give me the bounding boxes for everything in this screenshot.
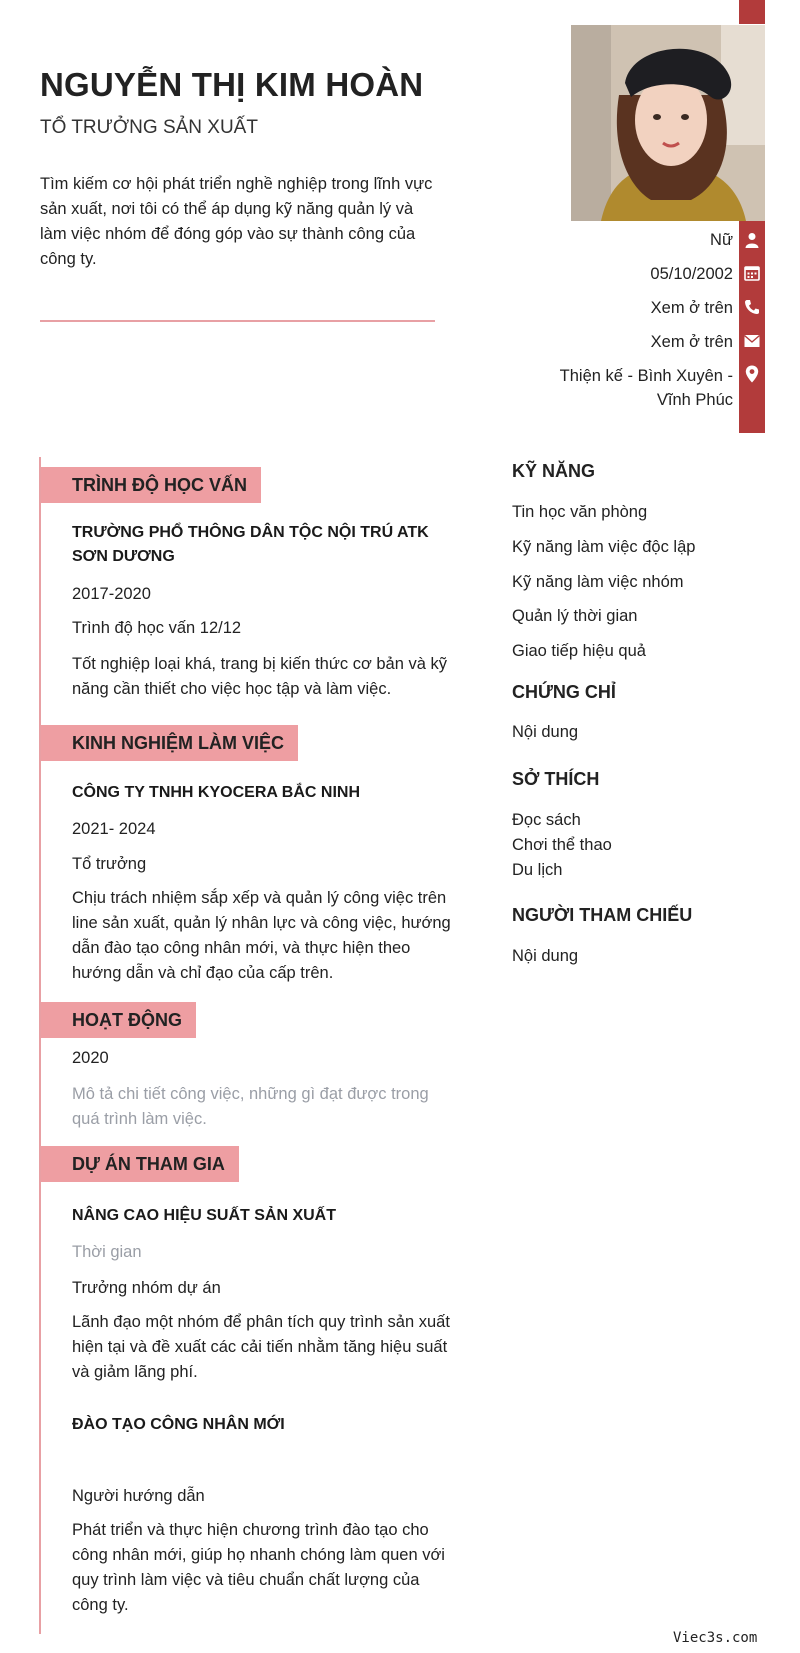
- education-description: Tốt nghiệp loại khá, trang bị kiến thức cơ bản và kỹ năng cần thiết cho việc học tập và làm việc.: [72, 655, 447, 698]
- project-role: Người hướng dẫn: [72, 1487, 205, 1505]
- accent-strip-contact: [739, 221, 765, 433]
- skills-heading: KỸ NĂNG: [512, 461, 596, 481]
- project-name: ĐÀO TẠO CÔNG NHÂN MỚI: [72, 1416, 285, 1433]
- location-icon: [743, 365, 761, 383]
- hobby-item: Đọc sách: [512, 811, 581, 829]
- skill-item: Quản lý thời gian: [512, 607, 638, 625]
- candidate-name: NGUYỄN THỊ KIM HOÀN: [40, 66, 424, 103]
- activities-heading: HOẠT ĐỘNG: [41, 1002, 196, 1038]
- email-icon: [743, 332, 761, 350]
- project-description: Lãnh đạo một nhóm để phân tích quy trình sản xuất hiện tại và đề xuất các cải tiến nhằm tăng hiệu suất và giảm lãng phí.: [72, 1313, 450, 1381]
- education-level: Trình độ học vấn 12/12: [72, 619, 242, 637]
- skill-item: Kỹ năng làm việc nhóm: [512, 573, 684, 591]
- experience-description: Chịu trách nhiệm sắp xếp và quản lý công việc trên line sản xuất, quản lý nhân lực và công việc, hướng dẫn đào tạo công nhân mới, và thực hiện theo hướng dẫn và chỉ đạo của cấp trên.: [72, 889, 451, 982]
- references-content: Nội dung: [512, 947, 579, 965]
- calendar-icon: [743, 264, 761, 282]
- email-value: Xem ở trên: [650, 333, 733, 351]
- skill-item: Kỹ năng làm việc độc lập: [512, 538, 696, 556]
- address-line-2: Vĩnh Phúc: [656, 391, 733, 409]
- address-line-1: Thiện kế - Bình Xuyên -: [559, 367, 733, 385]
- experience-heading: KINH NGHIỆM LÀM VIỆC: [41, 725, 298, 761]
- watermark: Viec3s.com: [673, 1630, 758, 1646]
- project-description: Phát triển và thực hiện chương trình đào tạo cho công nhân mới, giúp họ nhanh chóng làm quen với quy trình làm việc và tiêu chuẩn chất lượng của công ty.: [72, 1521, 445, 1614]
- activity-description: Mô tả chi tiết công việc, những gì đạt được trong quá trình làm việc.: [72, 1085, 429, 1128]
- gender-value: Nữ: [710, 231, 733, 249]
- career-objective: Tìm kiếm cơ hội phát triển nghề nghiệp trong lĩnh vực sản xuất, nơi tôi có thể áp dụng kỹ năng quản lý và làm việc nhóm để đóng góp vào sự thành công của công ty.: [40, 175, 433, 268]
- references-heading: NGƯỜI THAM CHIẾU: [512, 905, 693, 925]
- projects-heading: DỰ ÁN THAM GIA: [41, 1146, 239, 1182]
- project-role: Trưởng nhóm dự án: [72, 1279, 221, 1297]
- school-name-line-1: TRƯỜNG PHỔ THÔNG DÂN TỘC NỘI TRÚ ATK: [72, 524, 429, 541]
- certificates-content: Nội dung: [512, 723, 579, 741]
- left-column-rule: [39, 457, 41, 1634]
- experience-period: 2021- 2024: [72, 820, 156, 838]
- job-position: TỔ TRƯỞNG SẢN XUẤT: [40, 117, 258, 138]
- school-name-line-2: SƠN DƯƠNG: [72, 548, 175, 565]
- hobbies-heading: SỞ THÍCH: [512, 769, 600, 789]
- project-time: Thời gian: [72, 1243, 142, 1261]
- hobby-item: Du lịch: [512, 861, 563, 879]
- birthday-value: 05/10/2002: [650, 265, 733, 283]
- certificates-heading: CHỨNG CHỈ: [512, 682, 616, 702]
- experience-role: Tổ trưởng: [72, 855, 147, 873]
- phone-icon: [743, 298, 761, 316]
- phone-value: Xem ở trên: [650, 299, 733, 317]
- accent-strip-top: [739, 0, 765, 24]
- profile-photo-illustration: [571, 25, 765, 221]
- skill-item: Giao tiếp hiệu quả: [512, 642, 646, 660]
- hobby-item: Chơi thể thao: [512, 836, 612, 854]
- education-heading: TRÌNH ĐỘ HỌC VẤN: [41, 467, 261, 503]
- header-divider: [40, 320, 435, 322]
- activity-year: 2020: [72, 1049, 109, 1067]
- education-period: 2017-2020: [72, 585, 151, 603]
- skill-item: Tin học văn phòng: [512, 503, 648, 521]
- profile-photo: [571, 25, 765, 221]
- person-icon: [743, 231, 761, 249]
- project-name: NÂNG CAO HIỆU SUẤT SẢN XUẤT: [72, 1207, 337, 1224]
- company-name: CÔNG TY TNHH KYOCERA BẮC NINH: [72, 784, 361, 801]
